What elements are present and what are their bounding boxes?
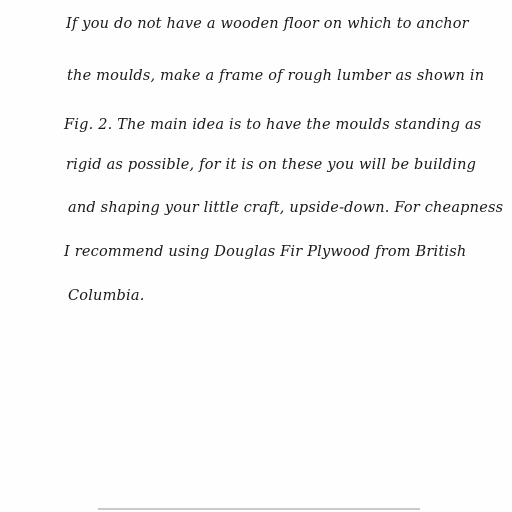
text-line-5: and shaping your little craft, upside-down. For cheapness [68, 200, 504, 216]
text-line-7: Columbia. [68, 288, 145, 304]
text-line-6: I recommend using Douglas Fir Plywood from British [64, 244, 467, 260]
page-bottom-edge-divider [98, 508, 420, 510]
text-line-3: Fig. 2. The main idea is to have the moulds standing as [64, 117, 482, 133]
text-line-4: rigid as possible, for it is on these you will be building [66, 157, 477, 173]
text-line-1: If you do not have a wooden floor on which to anchor [66, 16, 469, 32]
text-line-2: the moulds, make a frame of rough lumber as shown in [67, 68, 485, 84]
